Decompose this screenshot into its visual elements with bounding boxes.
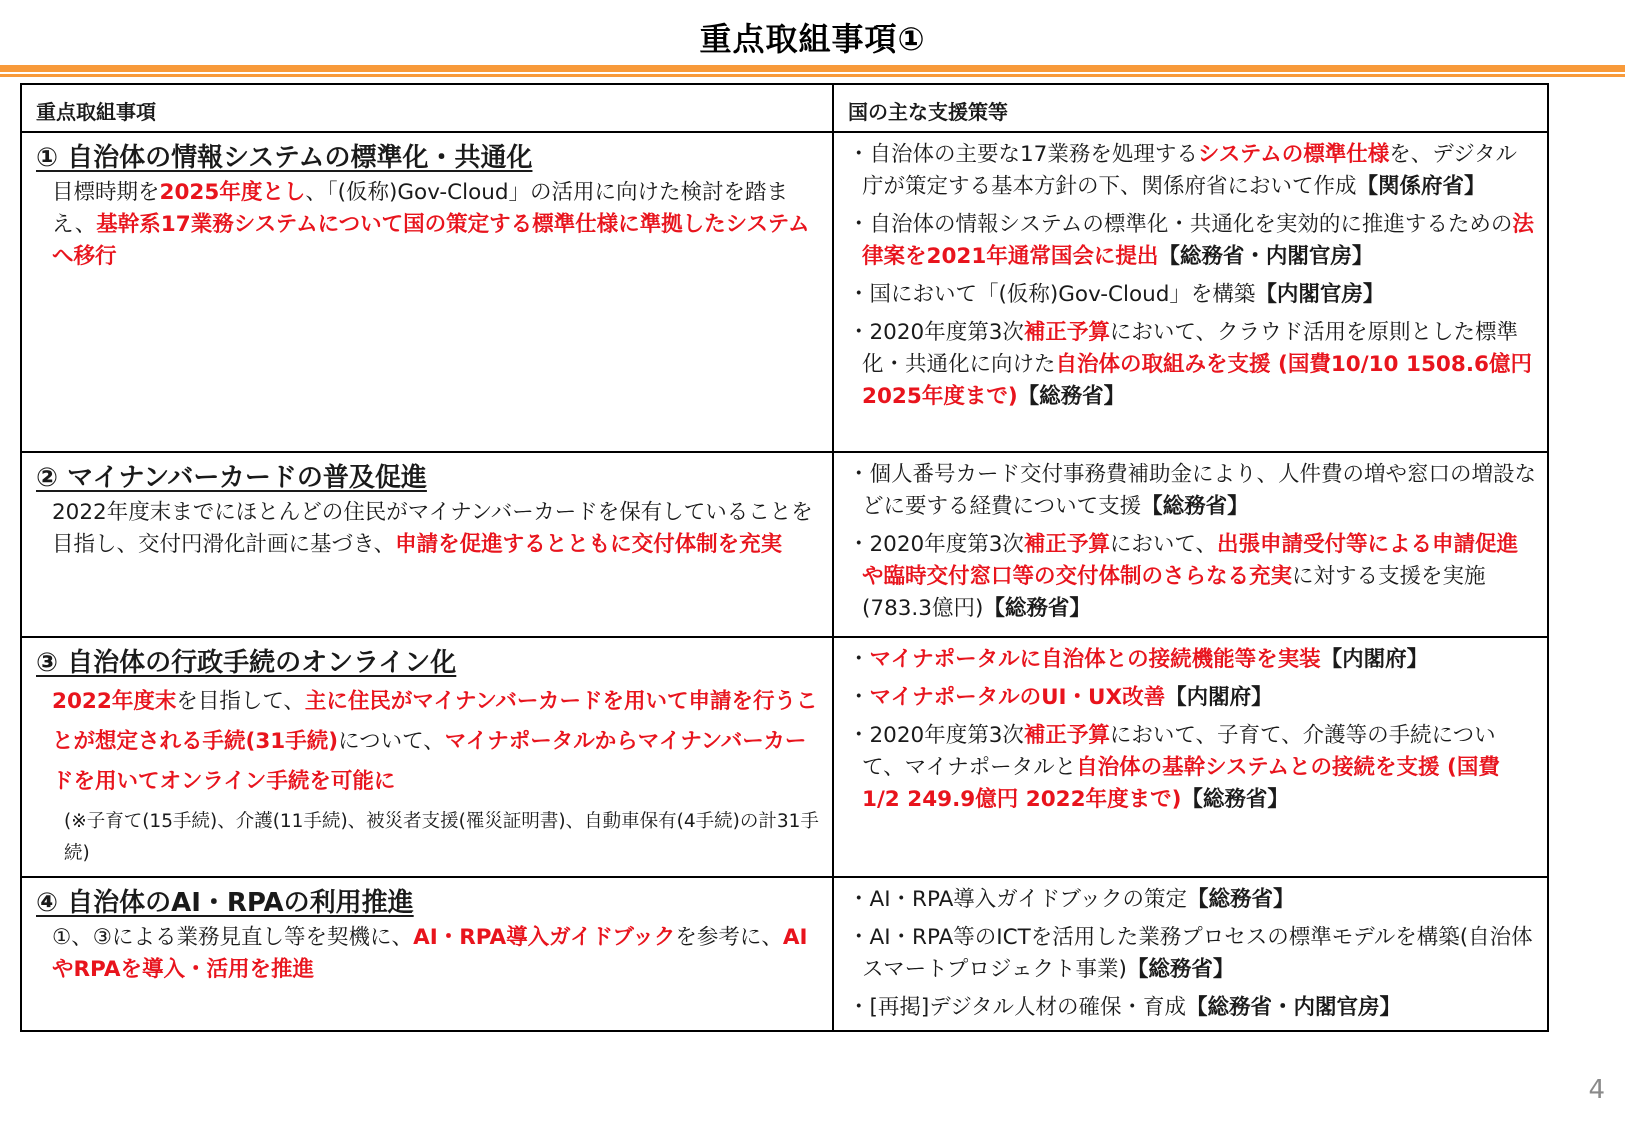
accent-divider-thin xyxy=(0,74,1625,77)
priority-description xyxy=(52,922,822,986)
support-list xyxy=(848,644,1537,816)
plain-text: ・AI・RPA等のICTを活用した業務プロセスの標準モデルを構築(自治体スマートプロジェクト事業) xyxy=(848,925,1533,982)
plain-text: ・AI・RPA導入ガイドブックの策定 xyxy=(848,887,1187,912)
highlight-text: 出張申請受付等による申請促進や臨時交付窓口等の交付体制のさらなる充実 xyxy=(862,532,1519,589)
plain-text: 、「(仮称)Gov-Cloud」の活用に向けた検討を踏まえ、 xyxy=(52,180,789,237)
priority-cell xyxy=(21,132,833,452)
priority-description xyxy=(52,682,822,802)
priority-cell xyxy=(21,452,833,637)
priority-heading: ② マイナンバーカードの普及促進 xyxy=(36,463,427,493)
highlight-text: システムの標準仕様 xyxy=(1197,142,1390,167)
priority-heading: ③ 自治体の行政手続のオンライン化 xyxy=(36,648,457,678)
priority-note: (※子育て(15手続)、介護(11手続)、被災者支援(罹災証明書)、自動車保有(4手続)の計31手続) xyxy=(64,811,819,864)
plain-text: について、 xyxy=(338,729,445,754)
highlight-text: マイナポータルに自治体との接続機能等を実装 xyxy=(869,647,1321,672)
table-header-row xyxy=(21,84,1548,132)
table-row xyxy=(21,637,1548,877)
ministry-tag: 【総務省】 xyxy=(1187,887,1295,912)
support-item xyxy=(848,884,1537,916)
support-item xyxy=(848,139,1537,203)
accent-divider-thick xyxy=(0,65,1625,72)
support-cell xyxy=(833,877,1548,1031)
plain-text: ・国において「(仮称)Gov-Cloud」を構築 xyxy=(848,282,1256,307)
support-item xyxy=(848,992,1537,1024)
support-item xyxy=(848,459,1537,523)
priority-cell xyxy=(21,637,833,877)
ministry-tag: 【内閣府】 xyxy=(1320,647,1429,672)
support-cell xyxy=(833,132,1548,452)
support-item xyxy=(848,317,1537,413)
ministry-tag: 【総務省】 xyxy=(1017,384,1126,409)
priority-heading: ④ 自治体のAI・RPAの利用推進 xyxy=(36,888,414,918)
ministry-tag: 【総務省・内閣官房】 xyxy=(1186,995,1402,1020)
plain-text: に対する支援を実施(783.3億円) xyxy=(862,564,1486,621)
highlight-text: 補正予算 xyxy=(1023,532,1110,557)
plain-text: ・ xyxy=(848,647,870,672)
highlight-text: マイナポータルからマイナンバーカードを用いてオンライン手続を可能に xyxy=(52,729,807,794)
ministry-tag: 【関係府省】 xyxy=(1356,174,1486,199)
ministry-tag: 【総務省】 xyxy=(983,596,1091,621)
plain-text: を目指して、 xyxy=(176,689,305,714)
header-support: 国の主な支援策等 xyxy=(833,84,1548,132)
support-item xyxy=(848,279,1537,311)
highlight-text: 基幹系17業務システムについて国の策定する標準仕様に準拠したシステムへ移行 xyxy=(52,212,810,269)
highlight-text: 補正予算 xyxy=(1023,320,1110,345)
priority-description xyxy=(52,497,822,561)
plain-text: ・2020年度第3次 xyxy=(848,320,1024,345)
plain-text: ・ xyxy=(848,685,870,710)
support-list xyxy=(848,884,1537,1024)
support-cell xyxy=(833,452,1548,637)
plain-text: において、子育て、介護等の手続について、マイナポータルと xyxy=(862,723,1496,780)
plain-text: において、 xyxy=(1109,532,1217,557)
table-row xyxy=(21,877,1548,1031)
header-priority: 重点取組事項 xyxy=(21,84,833,132)
ministry-tag: 【総務省】 xyxy=(1181,787,1289,812)
ministry-tag: 【内閣府】 xyxy=(1165,685,1273,710)
highlight-text: 2025年度とし xyxy=(159,180,306,205)
highlight-text: 自治体の基幹システムとの接続を支援 (国費1/2 249.9億円 2022年度まで) xyxy=(862,755,1500,812)
support-item xyxy=(848,209,1537,273)
plain-text: ・2020年度第3次 xyxy=(848,532,1024,557)
priority-cell xyxy=(21,877,833,1031)
support-item xyxy=(848,644,1537,676)
highlight-text: 法律案を2021年通常国会に提出 xyxy=(862,212,1534,269)
plain-text: ①、③による業務見直し等を契機に、 xyxy=(52,925,414,950)
support-item xyxy=(848,682,1537,714)
ministry-tag: 【総務省】 xyxy=(1141,494,1249,519)
highlight-text: AIやRPAを導入・活用を推進 xyxy=(52,925,808,982)
priority-description xyxy=(52,177,822,273)
support-cell xyxy=(833,637,1548,877)
priority-heading: ① 自治体の情報システムの標準化・共通化 xyxy=(36,143,533,173)
support-list xyxy=(848,139,1537,413)
plain-text: ・個人番号カード交付事務費補助金により、人件費の増や窓口の増設などに要する経費について支援 xyxy=(848,462,1537,519)
page-title: 重点取組事項① xyxy=(699,20,926,58)
support-item xyxy=(848,529,1537,625)
plain-text: を、デジタル庁が策定する基本方針の下、関係府省において作成 xyxy=(862,142,1517,199)
ministry-tag: 【総務省】 xyxy=(1126,957,1235,982)
plain-text: ・[再掲]デジタル人材の確保・育成 xyxy=(848,995,1186,1020)
support-list xyxy=(848,459,1537,625)
priority-table xyxy=(20,83,1549,1032)
plain-text: ・自治体の主要な17業務を処理する xyxy=(848,142,1198,167)
page-number: 4 xyxy=(1588,1075,1605,1105)
table-row xyxy=(21,132,1548,452)
plain-text: 2022年度末までにほとんどの住民がマイナンバーカードを保有していることを目指し、交付円滑化計画に基づき、 xyxy=(52,500,813,557)
highlight-text: 自治体の取組みを支援 (国費10/10 1508.6億円 2025年度まで) xyxy=(862,352,1532,409)
plain-text: ・2020年度第3次 xyxy=(848,723,1024,748)
ministry-tag: 【内閣官房】 xyxy=(1255,282,1385,307)
highlight-text: マイナポータルのUI・UX改善 xyxy=(869,685,1166,710)
support-item xyxy=(848,720,1537,816)
ministry-tag: 【総務省・内閣官房】 xyxy=(1158,244,1374,269)
plain-text: 目標時期を xyxy=(52,180,160,205)
plain-text: を参考に、 xyxy=(675,925,783,950)
plain-text: ・自治体の情報システムの標準化・共通化を実効的に推進するための xyxy=(848,212,1513,237)
table-row xyxy=(21,452,1548,637)
highlight-text: AI・RPA導入ガイドブック xyxy=(413,925,676,950)
highlight-text: 主に住民がマイナンバーカードを用いて申請を行うことが想定される手続(31手続) xyxy=(52,689,818,754)
plain-text: において、クラウド活用を原則とした標準化・共通化に向けた xyxy=(862,320,1518,377)
highlight-text: 申請を促進するとともに交付体制を充実 xyxy=(395,532,783,557)
support-item xyxy=(848,922,1537,986)
highlight-text: 補正予算 xyxy=(1023,723,1110,748)
highlight-text: 2022年度末 xyxy=(52,689,177,714)
